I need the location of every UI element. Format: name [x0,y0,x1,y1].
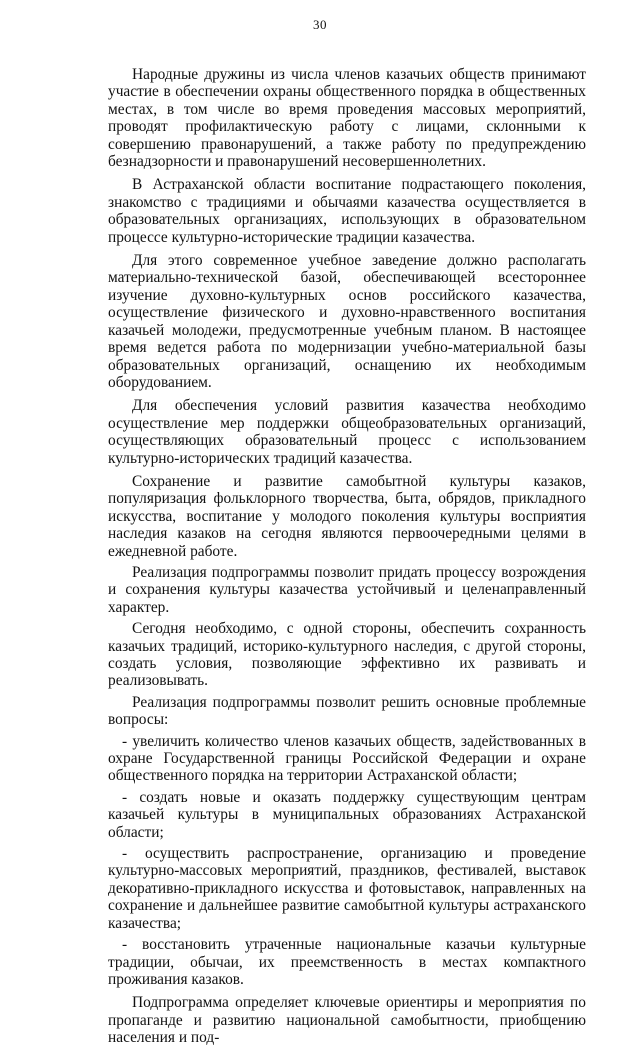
paragraph-school-support: Для обеспечения условий развития казачества необходимо осуществление мер поддержки общеобразовательных организаций, осуществляющих образовательный процесс с использованием культурно-исторических традиций казачества. [108,397,586,467]
paragraph-people-patrols: Народные дружины из числа членов казачьих обществ принимают участие в обеспечении охраны общественного порядка в общественных местах, в том числе во время проведения массовых мероприятий, проводят профилактическую работу с лицами, склонными к совершению правонарушений, а также работу по предупреждению безнадзорности и правонарушений несовершеннолетних. [108,66,586,171]
paragraph-youth-education: В Астраханской области воспитание подрастающего поколения, знакомство с традициями и обычаями казачества осуществляется в образовательных организациях, использующих в образовательном процессе культурно-исторические традиции казачества. [108,176,586,246]
list-item-increase-members: - увеличить количество членов казачьих обществ, задействованных в охране Государственной границы Российской Федерации и охране общественного порядка на территории Астраханской области; [108,732,586,785]
list-item-restore-traditions: - восстановить утраченные национальные казачьи культурные традиции, обычаи, их преемственность в местах компактного проживания казаков. [108,936,586,988]
paragraph-subprogram-guidelines: Подпрограмма определяет ключевые ориентиры и мероприятия по пропаганде и развитию национальной самобытности, приобщению населения и под- [108,994,586,1047]
list-item-cultural-events: - осуществить распространение, организацию и проведение культурно-массовых мероприятий, праздников, фестивалей, выставок декоративно-прикладного искусства и фотовыставок, направленных на сохранение и дальнейшее развитие самобытной культуры астраханского казачества; [108,845,586,932]
paragraph-problem-questions: Реализация подпрограммы позволит решить основные проблемные вопросы: [108,693,586,729]
paragraph-culture-preservation: Сохранение и развитие самобытной культуры казаков, популяризация фольклорного творчества, быта, обрядов, прикладного искусства, воспитание у молодого поколения культуры восприятия наследия казаков на сегодня являются первоочередными целями в ежедневной работе. [108,472,586,560]
paragraph-subprogram-character: Реализация подпрограммы позволит придать процессу возрождения и сохранения культуры казачества устойчивый и целенаправленный характер. [108,563,586,616]
body-text [108,66,586,1047]
paragraph-material-base: Для этого современное учебное заведение должно располагать материально-технической базой, обеспечивающей всестороннее изучение духовно-культурных основ российского казачества, осуществление физического и духовно-нравственного воспитания казачьей молодежи, предусмотренные учебным планом. В настоящее время ведется работа по модернизации учебно-материальной базы образовательных организаций, оснащению их необходимым оборудованием. [108,252,586,391]
page-number: 30 [313,17,327,32]
list-item-culture-centers: - создать новые и оказать поддержку существующим центрам казачьей культуры в муниципальных образованиях Астраханской области; [108,788,586,841]
paragraph-traditions-heritage: Сегодня необходимо, с одной стороны, обеспечить сохранность казачьих традиций, историко-культурного наследия, с другой стороны, создать условия, позволяющие эффективно их развивать и реализовывать. [108,620,586,690]
